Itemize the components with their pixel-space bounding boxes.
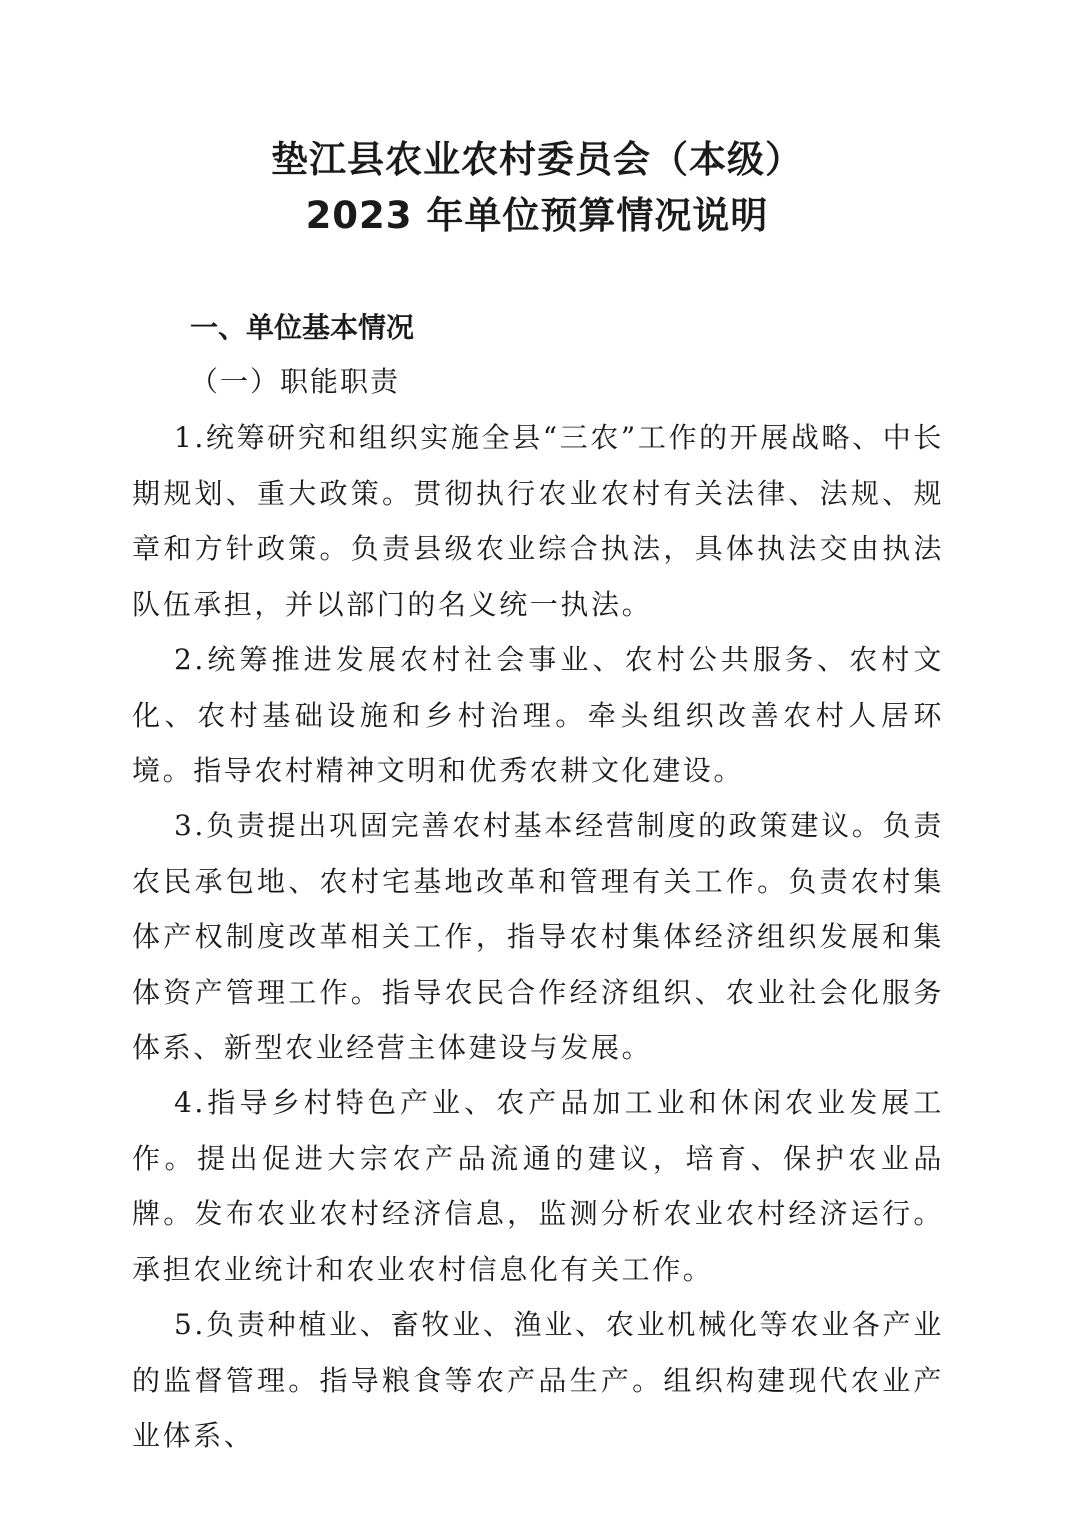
paragraph-2: 2.统筹推进发展农村社会事业、农村公共服务、农村文化、农村基础设施和乡村治理。牵头组织改善农村人居环境。指导农村精神文明和优秀农耕文化建设。	[132, 643, 944, 787]
paragraph-4: 4.指导乡村特色产业、农产品加工业和休闲农业发展工作。提出促进大宗农产品流通的建议，培育、保护农业品牌。发布农业农村经济信息，监测分析农业农村经济运行。承担农业统计和农业农村信息化有关工作。	[132, 1086, 944, 1286]
subsection-heading: （一）职能职责	[190, 365, 401, 398]
section-heading: 一、单位基本情况	[190, 311, 415, 344]
paragraph-1: 1.统筹研究和组织实施全县“三农”工作的开展战略、中长期规划、重大政策。贯彻执行农业农村有关法律、法规、规章和方针政策。负责县级农业综合执法，具体执法交由执法队伍承担，并以部门的名义统一执法。	[132, 421, 944, 621]
paragraph-5: 5.负责种植业、畜牧业、渔业、农业机械化等农业各产业的监督管理。指导粮食等农产品生产。组织构建现代农业产业体系、	[132, 1308, 944, 1452]
paragraph-3: 3.负责提出巩固完善农村基本经营制度的政策建议。负责农民承包地、农村宅基地改革和管理有关工作。负责农村集体产权制度改革相关工作，指导农村集体经济组织发展和集体资产管理工作。指导农民合作经济组织、农业社会化服务体系、新型农业经营主体建设与发展。	[132, 809, 944, 1064]
document-title-line2: 2023 年单位预算情况说明	[305, 194, 769, 237]
document-title-line1: 垫江县农业农村委员会（本级）	[271, 138, 803, 181]
